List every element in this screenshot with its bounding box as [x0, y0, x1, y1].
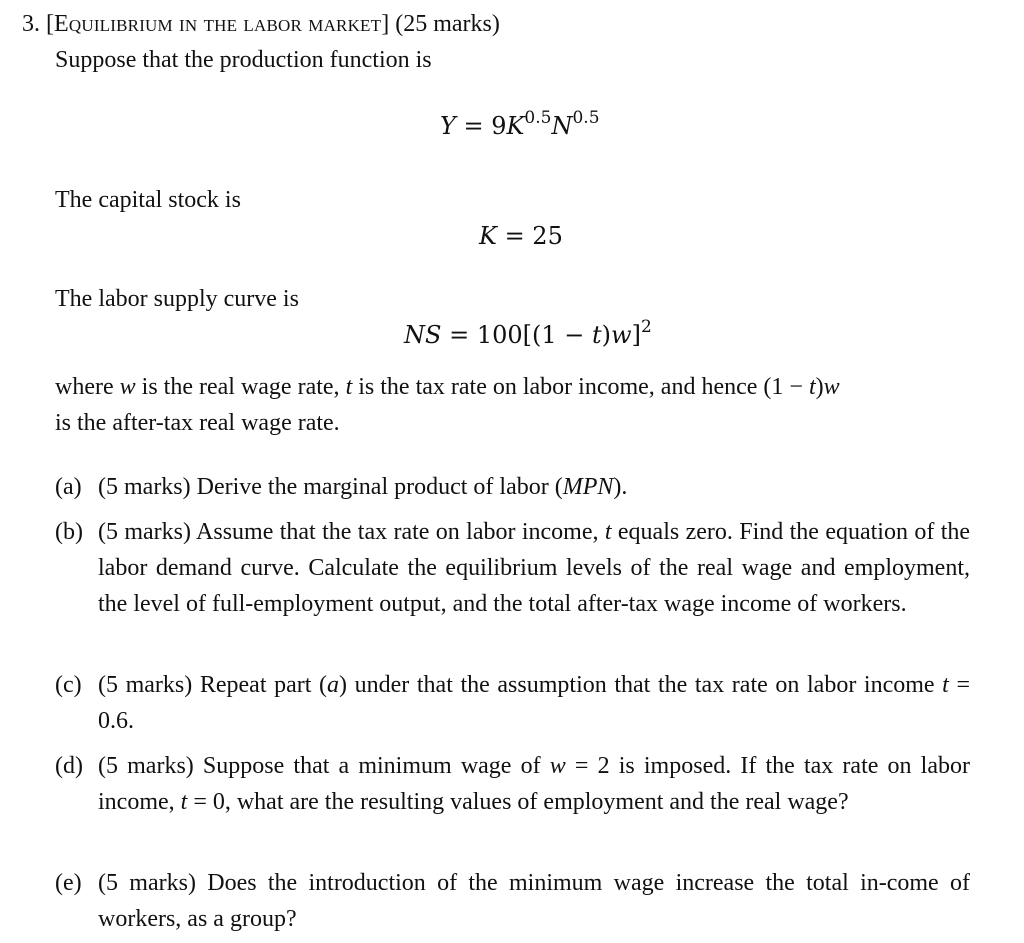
prod-k: K	[506, 112, 525, 140]
question-title: Equilibrium in the labor market	[54, 11, 382, 37]
production-equation	[440, 108, 600, 144]
capital-intro: The capital stock is	[55, 187, 241, 213]
supply-t: t	[592, 321, 602, 349]
part-a-label: (a)	[55, 474, 82, 500]
intro-text: Suppose that the production function is	[55, 47, 432, 73]
supply-lhs: NS	[404, 321, 442, 349]
prod-lhs: Y	[440, 112, 456, 140]
part-b-label: (b)	[55, 519, 83, 545]
part-a-text: (5 marks) Derive the marginal product of labor (MPN).	[98, 474, 628, 500]
part-d-label: (d)	[55, 753, 83, 779]
part-e-text: (5 marks) Does the introduction of the minimum wage increase the total in-come of workers, as a group?	[98, 870, 970, 932]
part-d-text: (5 marks) Suppose that a minimum wage of w = 2 is imposed. If the tax rate on labor income, t = 0, what are the resulting values of employment and the real wage?	[98, 753, 970, 815]
part-e-label: (e)	[55, 870, 82, 896]
title-open-bracket: [	[46, 11, 54, 37]
supply-p3: ]	[631, 321, 641, 349]
prod-n-exp: 0.5	[572, 108, 600, 128]
capital-equation	[479, 218, 563, 254]
title-close-bracket: ]	[381, 11, 390, 37]
where-line-2: is the after-tax real wage rate.	[55, 410, 340, 436]
supply-equation	[404, 317, 652, 353]
part-c-label: (c)	[55, 672, 82, 698]
prod-n: N	[551, 112, 573, 140]
capital-rhs: = 25	[496, 222, 563, 250]
prod-k-exp: 0.5	[524, 108, 552, 128]
part-c-text: (5 marks) Repeat part (a) under that the assumption that the tax rate on labor income t = 0.6.	[98, 672, 970, 734]
supply-w: w	[611, 321, 632, 349]
prod-eq: = 9	[455, 112, 507, 140]
where-line-1: where w is the real wage rate, t is the tax rate on labor income, and hence (1 − t)w	[55, 374, 840, 400]
supply-exp: 2	[640, 317, 652, 337]
supply-p2: )	[601, 321, 612, 349]
supply-p1: = 100[(1 −	[441, 321, 592, 349]
capital-lhs: K	[479, 222, 497, 250]
question-heading	[22, 6, 500, 42]
part-b-text: (5 marks) Assume that the tax rate on labor income, t equals zero. Find the equation of the labor demand curve. Calculate the equilibrium levels of the real wage and employment, the level of full-employment output, and the total after-tax wage income of workers.	[98, 519, 971, 617]
question-marks: (25 marks)	[395, 11, 500, 37]
question-number: 3.	[22, 11, 40, 37]
supply-intro: The labor supply curve is	[55, 286, 299, 312]
